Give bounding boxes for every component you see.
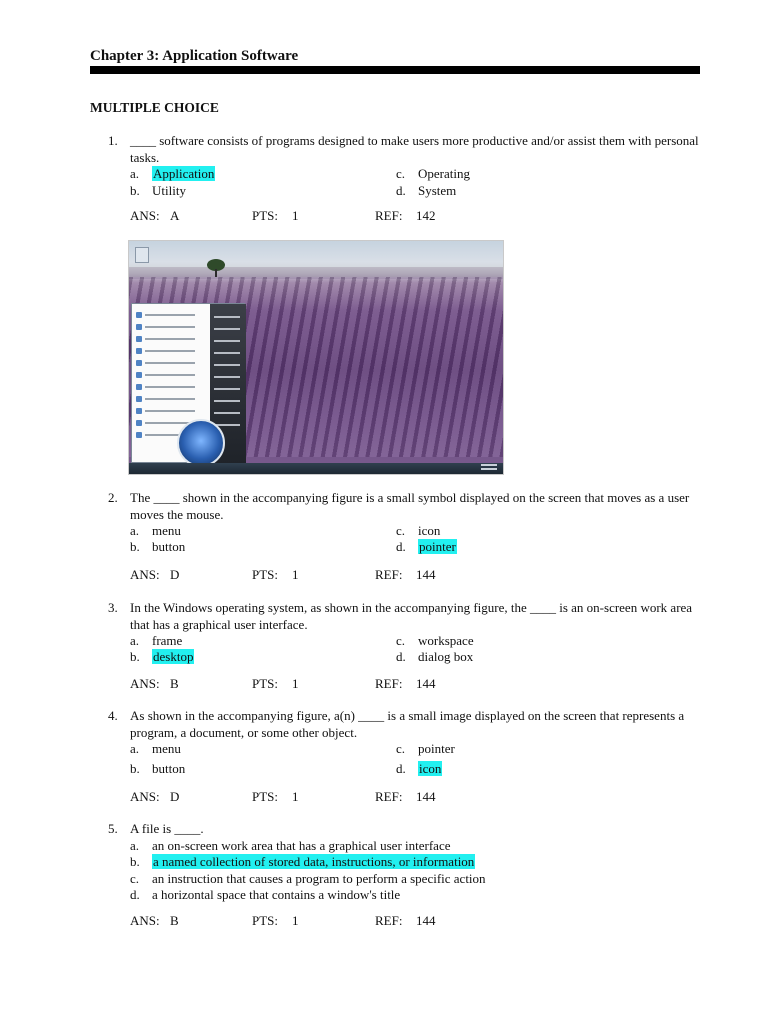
question-5: 5. A file is ____. a. an on-screen work area that has a graphical user interface b. a named collection of stored data, instructions, or information c. an instruction that causes a program to perform a specific action d. a horizontal space that contains a window's title ANS: B PTS: 1 REF: 144	[108, 821, 708, 904]
menu-entry	[136, 324, 206, 330]
question-text: The ____ shown in the accompanying figure is a small symbol displayed on the screen that moves as a user moves the mouse.	[130, 490, 690, 522]
option-b: b. Utility	[130, 183, 186, 198]
option-d: d. icon	[396, 761, 442, 776]
option-a: a. an on-screen work area that has a graphical user interface	[130, 837, 451, 853]
menu-entry	[136, 372, 206, 378]
start-button-icon	[177, 419, 225, 467]
option-a: a. menu	[130, 523, 181, 538]
option-b: b. a named collection of stored data, instructions, or information	[130, 853, 475, 869]
option-b: b. button	[130, 761, 186, 776]
question-2: 2. The ____ shown in the accompanying figure is a small symbol displayed on the screen that moves as a user moves the mouse. a. menu b. button c. icon d. pointer ANS: D PTS: 1 REF: 144	[108, 490, 708, 557]
option-d: d. System	[396, 183, 457, 198]
question-text: As shown in the accompanying figure, a(n) ____ is a small image displayed on the screen that represents a program, a document, or some other object.	[130, 708, 685, 740]
question-number: 5.	[108, 821, 118, 836]
option-c: c. workspace	[396, 633, 474, 648]
taskbar	[129, 463, 504, 475]
menu-entry	[136, 312, 206, 318]
menu-entry	[136, 408, 206, 414]
correct-answer-highlight: Application	[153, 166, 215, 181]
option-a: a. frame	[130, 633, 183, 648]
option-c: c. pointer	[396, 741, 455, 756]
question-number: 4.	[108, 708, 118, 723]
option-c: c. Operating	[396, 166, 470, 181]
menu-entry	[136, 384, 206, 390]
question-text: In the Windows operating system, as shown in the accompanying figure, the ____ is an on-screen work area that has a graphical user interface.	[130, 600, 693, 632]
question-number: 1.	[108, 133, 118, 148]
options	[130, 633, 690, 667]
option-d: d. dialog box	[396, 649, 474, 664]
option-d: d. pointer	[396, 539, 456, 554]
question-text: ____ software consists of programs designed to make users more productive and/or assist them with personal tasks.	[130, 133, 699, 165]
options	[130, 838, 690, 904]
menu-entry	[136, 336, 206, 342]
question-4: 4. As shown in the accompanying figure, a(n) ____ is a small image displayed on the screen that represents a program, a document, or some other object. a. menu b. button c. pointer d. icon ANS: D PTS: 1 REF: 144	[108, 708, 708, 779]
options	[130, 166, 690, 200]
option-b: b. button	[130, 539, 186, 554]
option-a: a. Application	[130, 166, 215, 181]
options	[130, 523, 690, 557]
menu-entry	[136, 360, 206, 366]
question-text: A file is ____.	[130, 821, 204, 836]
question-1: 1. ____ software consists of programs designed to make users more productive and/or assist them with personal tasks. a. Application b. Utility c. Operating d. System ANS: A PTS: 1 REF: 142	[108, 133, 708, 200]
title-rule	[90, 66, 700, 74]
option-b: b. desktop	[130, 649, 194, 664]
menu-entry	[136, 348, 206, 354]
option-a: a. menu	[130, 741, 181, 756]
correct-answer-highlight: desktop	[153, 649, 194, 664]
options	[130, 741, 690, 779]
menu-entry	[136, 396, 206, 402]
question-number: 3.	[108, 600, 118, 615]
option-d: d. a horizontal space that contains a window's title	[130, 886, 401, 902]
section-heading: MULTIPLE CHOICE	[90, 100, 219, 115]
recycle-bin-icon	[135, 247, 149, 263]
correct-answer-highlight: pointer	[419, 539, 456, 554]
clock-icon	[481, 464, 497, 474]
chapter-title: Chapter 3: Application Software	[90, 48, 299, 64]
question-3: 3. In the Windows operating system, as shown in the accompanying figure, the ____ is an on-screen work area that has a graphical user interface. a. frame b. desktop c. workspace d. dialog box ANS: B PTS: 1 REF: 144	[108, 600, 708, 667]
option-c: c. icon	[396, 523, 441, 538]
correct-answer-highlight: a named collection of stored data, instructions, or information	[153, 853, 475, 869]
question-number: 2.	[108, 490, 118, 505]
desktop-screenshot-figure	[128, 240, 504, 475]
tree-trunk	[215, 269, 217, 277]
option-c: c. an instruction that causes a program to perform a specific action	[130, 870, 486, 886]
correct-answer-highlight: icon	[419, 761, 442, 776]
